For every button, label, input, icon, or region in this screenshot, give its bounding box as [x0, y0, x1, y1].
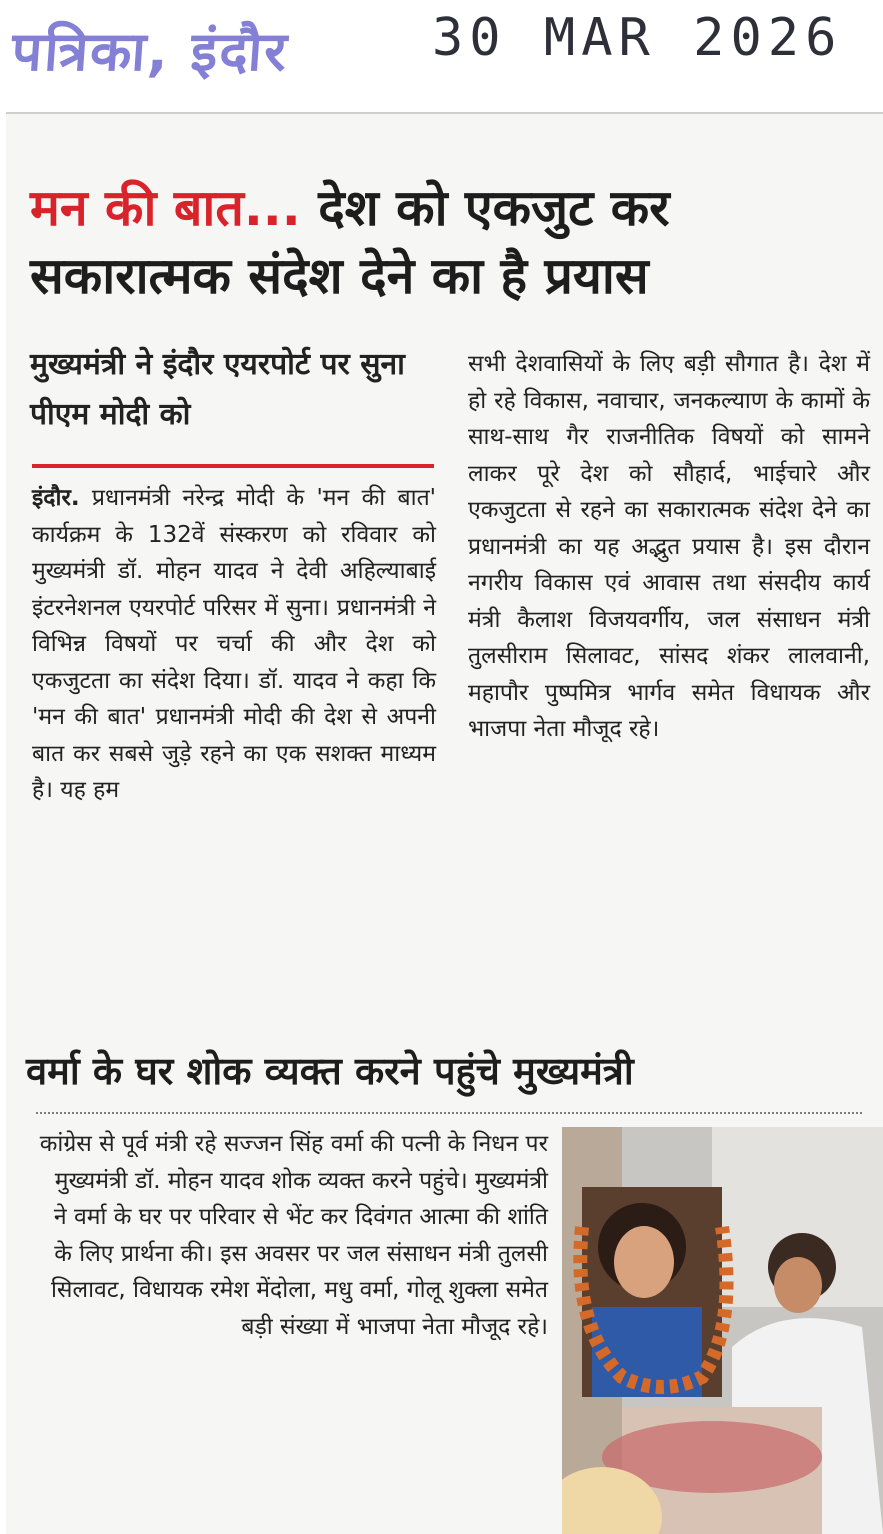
article1-kicker: मन की बात...	[30, 179, 301, 237]
date-stamp	[0, 0, 883, 110]
article1-subhead: मुख्यमंत्री ने इंदौर एयरपोर्ट पर सुना पीएम मोदी को	[30, 347, 405, 432]
article1-body-right: सभी देशवासियों के लिए बड़ी सौगात है। देश में हो रहे विकास, नवाचार, जनकल्याण के कामों के साथ-साथ गैर राजनीतिक विषयों को सामने लाकर पूरे देश को सौहार्द, भाईचारे और एकजुटता से रहने का सकारात्मक संदेश देने का प्रधानमंत्री का यह अद्भुत प्रयास है। इस दौरान नगरीय विकास एवं आवास तथा संसदीय कार्य मंत्री कैलाश विजयवर्गीय, जल संसाधन मंत्री तुलसीराम सिलावट, सांसद शंकर लालवानी, महापौर पुष्पमित्र भार्गव समेत विधायक और भाजपा नेता मौजूद रहे।	[468, 351, 870, 742]
article1-headline	[30, 174, 870, 310]
dotted-divider	[36, 1112, 862, 1114]
stamp-newspaper-name: पत्रिका, इंदौर	[9, 20, 291, 83]
article2-body: कांग्रेस से पूर्व मंत्री रहे सज्जन सिंह वर्मा की पत्नी के निधन पर मुख्यमंत्री डॉ. मोहन यादव शोक व्यक्त करने पहुंचे। मुख्यमंत्री ने वर्मा के घर पर परिवार से भेंट कर दिवंगत आत्मा की शांति के लिए प्रार्थना की। इस अवसर पर जल संसाधन मंत्री तुलसी सिलावट, विधायक रमेश मेंदोला, मधु वर्मा, गोलू शुक्ला समेत बड़ी संख्या में भाजपा नेता मौजूद रहे।	[39, 1131, 548, 1340]
condolence-photo	[562, 1127, 883, 1534]
red-divider	[32, 464, 434, 468]
article1-headline-text: देश को एकजुट कर सकारात्मक संदेश देने का है प्रयास	[30, 179, 670, 305]
article1-body-left-text: प्रधानमंत्री नरेन्द्र मोदी के 'मन की बात' कार्यक्रम के 132वें संस्करण को रविवार को मुख्यमंत्री डॉ. मोहन यादव ने देवी अहिल्याबाई इंटरनेशनल एयरपोर्ट परिसर में सुना। प्रधानमंत्री ने विभिन्न विषयों पर चर्चा की और देश को एकजुटता का संदेश दिया। डॉ. यादव ने कहा कि 'मन की बात' प्रधानमंत्री मोदी की देश से अपनी बात कर सबसे जुड़े रहने का एक सशक्त माध्यम है। यह हम	[32, 485, 437, 803]
newspaper-clipping	[6, 112, 883, 1534]
article2-headline: वर्मा के घर शोक व्यक्त करने पहुंचे मुख्यमंत्री	[26, 1049, 634, 1093]
article1-body-left	[32, 480, 436, 809]
article1-dateline: इंदौर.	[32, 485, 80, 511]
stamp-date: 30 MAR 2026	[432, 8, 843, 68]
photo-illustration	[562, 1127, 883, 1534]
